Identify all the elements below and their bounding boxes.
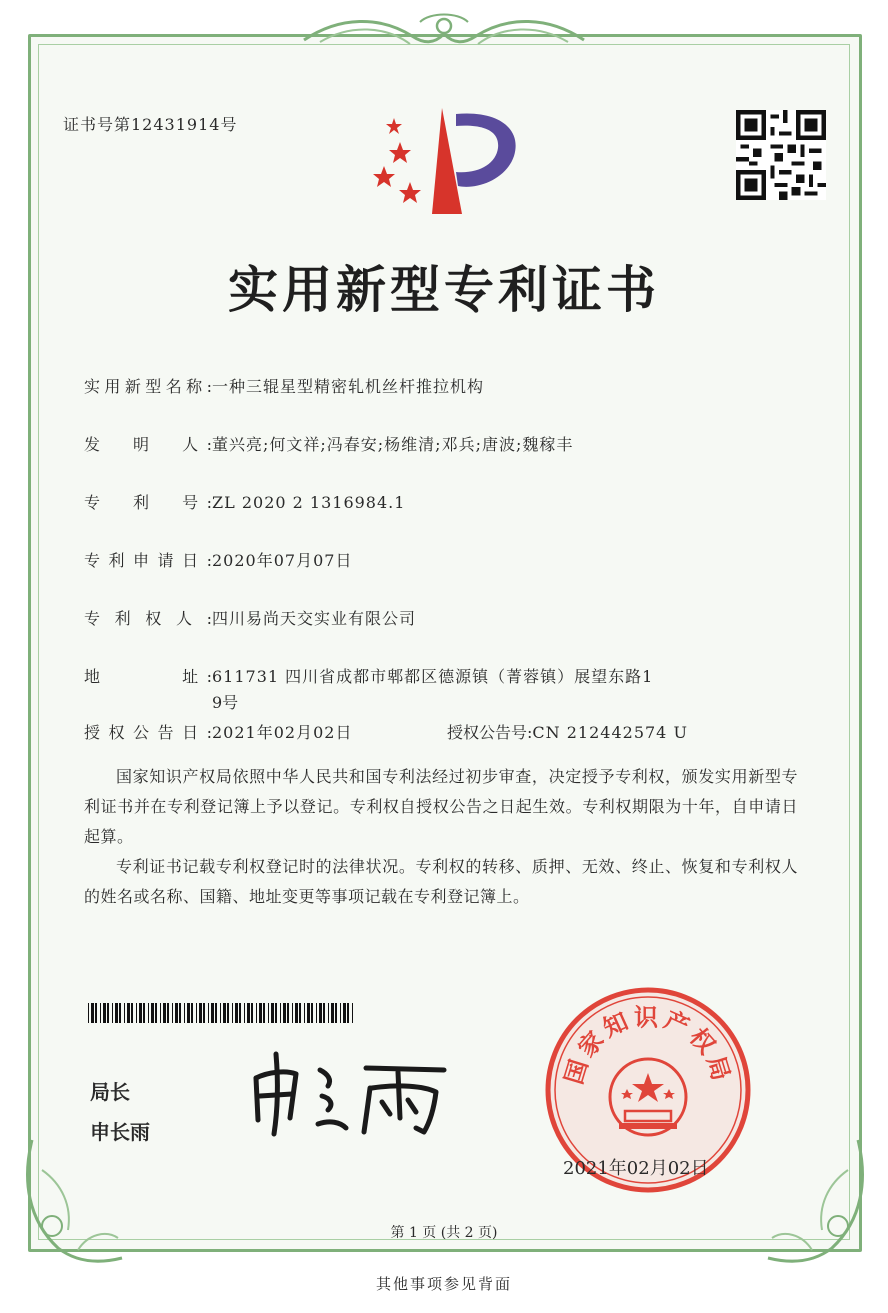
field-value: CN 212442574 U [532, 723, 688, 742]
certificate-title: 实用新型专利证书 [228, 261, 660, 319]
body-paragraph-1: 国家知识产权局依照中华人民共和国专利法经过初步审查，决定授予专利权，颁发实用新型专利证书并在专利登记簿上予以登记。专利权自授权公告之日起生效。专利权期限为十年，自申请日起算。 [84, 767, 798, 846]
bottom-left-ornament-icon [18, 1130, 128, 1270]
field-value: 2020年07月07日 [212, 551, 353, 570]
field-inventor [84, 432, 573, 455]
field-address-continued: 9号 [212, 693, 239, 712]
director-signature-icon [248, 1048, 448, 1138]
field-grant-date [84, 720, 352, 743]
certificate-number: 证书号第12431914号 [63, 115, 238, 134]
barcode-icon [88, 1003, 356, 1023]
field-value: 2021年02月02日 [212, 723, 353, 742]
field-value: 611731 四川省成都市郫都区德源镇（菁蓉镇）展望东路1 [212, 667, 654, 686]
field-label: 专利权人: [84, 609, 212, 628]
field-patentee [84, 606, 416, 629]
back-note: 其他事项参见背面 [375, 1275, 512, 1293]
field-label: 地 址: [84, 667, 212, 686]
field-value: 一种三辊星型精密轧机丝杆推拉机构 [212, 377, 485, 396]
body-paragraph-2: 专利证书记载专利权登记时的法律状况。专利权的转移、质押、无效、终止、恢复和专利权人的姓名或名称、国籍、地址变更等事项记载在专利登记簿上。 [84, 857, 798, 906]
field-label: 专 利 号: [84, 493, 212, 512]
patent-office-logo-icon [372, 104, 522, 216]
field-label: 实用新型名称: [84, 377, 212, 396]
field-value: 董兴亮;何文祥;冯春安;杨维清;邓兵;唐波;魏稼丰 [212, 435, 574, 454]
qr-code-icon [736, 110, 826, 200]
field-label: 发 明 人: [84, 435, 212, 454]
field-address [84, 664, 653, 687]
director-title: 局长 [90, 1080, 130, 1104]
field-value: 四川易尚天交实业有限公司 [212, 609, 417, 628]
svg-text:国家知识产权局: 国家知识产权局 [559, 1003, 737, 1088]
field-patent-number [84, 490, 405, 513]
field-label: 授权公告日: [84, 723, 212, 742]
field-filing-date [84, 548, 352, 571]
bottom-right-ornament-icon [762, 1130, 872, 1270]
field-grant-number [447, 720, 688, 743]
field-utility-model-name [84, 374, 484, 397]
field-value: ZL 2020 2 1316984.1 [212, 493, 406, 512]
top-ornament-icon [300, 10, 588, 56]
page-number: 第 1 页 (共 2 页) [390, 1225, 498, 1241]
director-name: 申长雨 [90, 1120, 150, 1144]
seal-date: 2021年02月02日 [563, 1158, 709, 1179]
field-label: 授权公告号: [447, 723, 533, 742]
field-label: 专利申请日: [84, 551, 212, 570]
